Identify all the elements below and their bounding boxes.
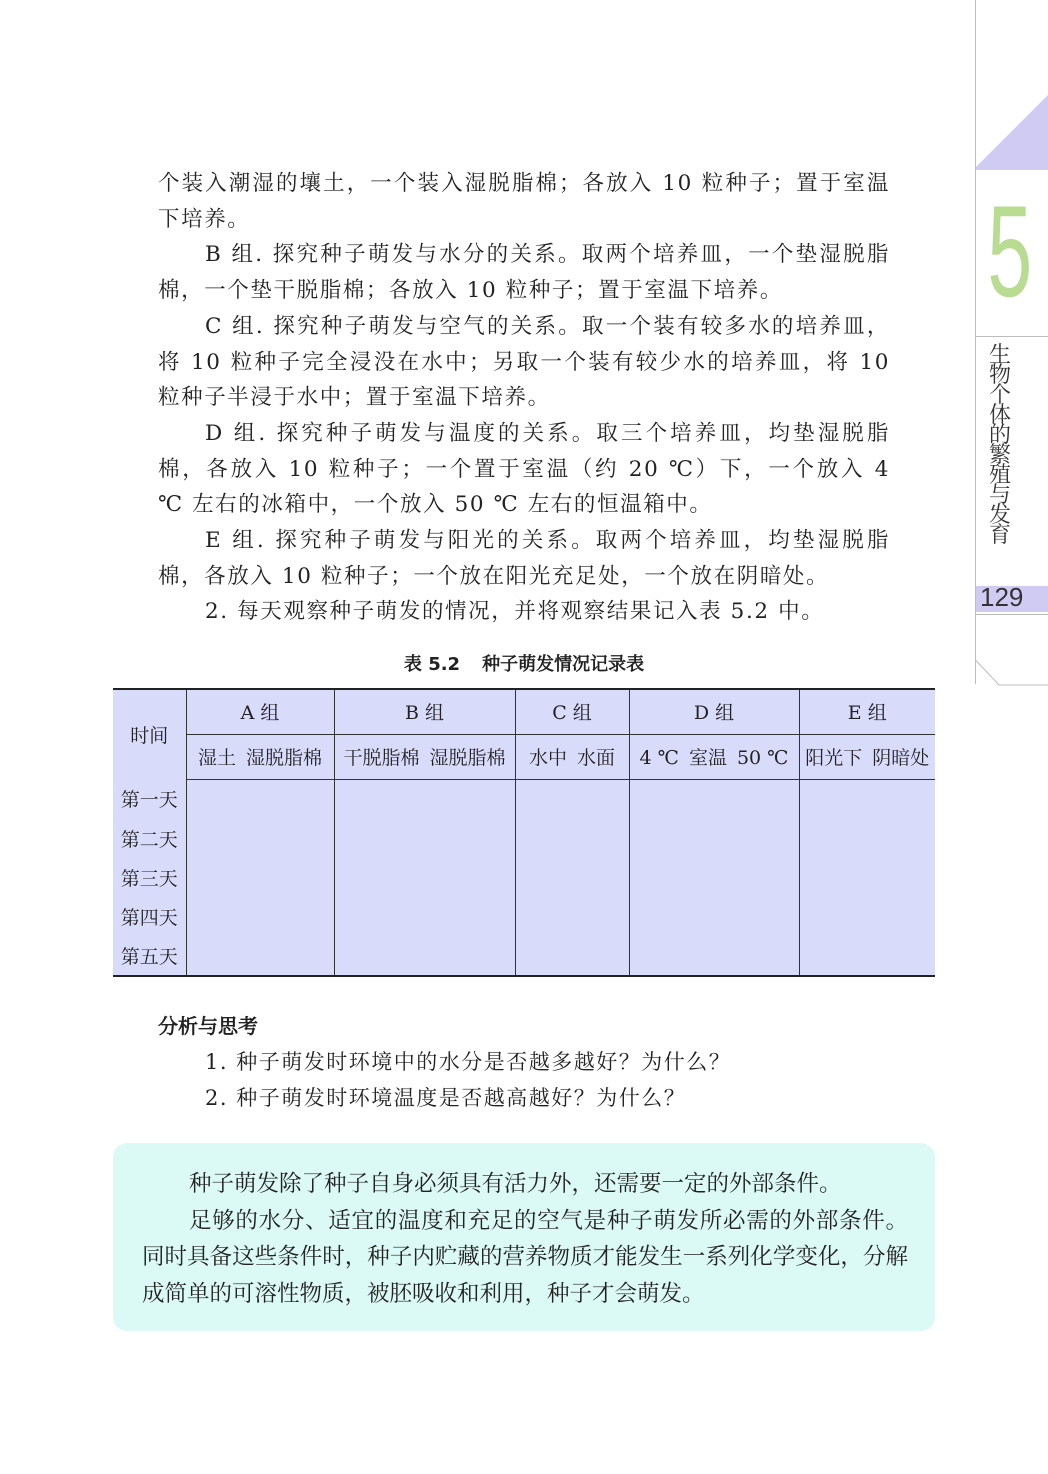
paragraph: 2. 每天观察种子萌发的情况，并将观察结果记入表 5.2 中。 — [205, 599, 825, 625]
empty-cell — [334, 897, 515, 936]
table-header-row — [113, 689, 935, 734]
table-subheader-c — [515, 734, 629, 779]
empty-cell — [515, 858, 629, 897]
empty-cell — [629, 936, 799, 976]
table-row — [113, 936, 935, 976]
table-row — [113, 819, 935, 858]
subheader-label: 干脱脂棉 — [343, 747, 420, 769]
summary-text — [142, 1166, 908, 1312]
subheader-label: 湿土 — [197, 747, 236, 769]
table-subheader-d — [629, 734, 799, 779]
chapter-tab-divider — [976, 614, 1048, 615]
subheader-label: 50 ℃ — [736, 747, 789, 769]
day-label: 第一天 — [113, 779, 186, 819]
empty-cell — [334, 779, 515, 819]
table-header-time: 时间 — [113, 689, 186, 779]
table-row — [113, 897, 935, 936]
analysis-question: 1. 种子萌发时环境中的水分是否越多越好？为什么？ — [205, 1050, 732, 1074]
empty-cell — [799, 858, 935, 897]
table-header-group-d: D 组 — [629, 689, 799, 734]
empty-cell — [515, 936, 629, 976]
table-row — [113, 779, 935, 819]
analysis-question: 2. 种子萌发时环境温度是否越高越好？为什么？ — [205, 1086, 687, 1110]
empty-cell — [799, 897, 935, 936]
empty-cell — [799, 936, 935, 976]
table-caption-title: 种子萌发情况记录表 — [482, 654, 645, 675]
empty-cell — [515, 779, 629, 819]
empty-cell — [515, 897, 629, 936]
summary-paragraph: 种子萌发除了种子自身必须具有活力外，还需要一定的外部条件。 — [189, 1171, 842, 1197]
chapter-number: 5 — [987, 178, 1033, 324]
empty-cell — [186, 936, 334, 976]
table-header-group-a: A 组 — [186, 689, 334, 734]
empty-cell — [186, 897, 334, 936]
table-subheader-a — [186, 734, 334, 779]
subheader-label: 4 ℃ — [639, 747, 679, 769]
table-caption-number: 表 5.2 — [403, 654, 461, 675]
chapter-tab-band — [976, 167, 1048, 170]
empty-cell — [334, 858, 515, 897]
subheader-label: 阳光下 — [805, 747, 863, 769]
day-label: 第四天 — [113, 897, 186, 936]
table-subheader-b — [334, 734, 515, 779]
subheader-label: 室温 — [688, 747, 727, 769]
empty-cell — [629, 819, 799, 858]
table-header-group-b: B 组 — [334, 689, 515, 734]
paragraph: B 组. 探究种子萌发与水分的关系。取两个培养皿，一个垫湿脱脂棉，一个垫干脱脂棉；各放入 10 粒种子；置于室温下培养。 — [158, 242, 890, 304]
chapter-tab-triangle — [976, 95, 1048, 167]
empty-cell — [186, 819, 334, 858]
germination-record-table — [113, 688, 935, 977]
empty-cell — [629, 858, 799, 897]
day-label: 第三天 — [113, 858, 186, 897]
subheader-label: 水面 — [577, 747, 616, 769]
table-subheader-row — [113, 734, 935, 779]
paragraph: D 组. 探究种子萌发与温度的关系。取三个培养皿，均垫湿脱脂棉，各放入 10 粒种子；一个置于室温（约 20 ℃）下，一个放入 4 ℃ 左右的冰箱中，一个放入 50 ℃ 左右的恒温箱中。 — [158, 420, 890, 518]
empty-cell — [186, 858, 334, 897]
procedure-text — [158, 166, 890, 630]
subheader-label: 阴暗处 — [872, 747, 930, 769]
table-row — [113, 858, 935, 897]
empty-cell — [186, 779, 334, 819]
chapter-tab-divider — [976, 336, 1048, 337]
paragraph: 个装入潮湿的壤土，一个装入湿脱脂棉；各放入 10 粒种子；置于室温下培养。 — [158, 171, 890, 232]
table-subheader-e — [799, 734, 935, 779]
paragraph: E 组. 探究种子萌发与阳光的关系。取两个培养皿，均垫湿脱脂棉，各放入 10 粒种子；一个放在阳光充足处，一个放在阴暗处。 — [158, 528, 890, 589]
paragraph: C 组. 探究种子萌发与空气的关系。取一个装有较多水的培养皿，将 10 粒种子完全浸没在水中；另取一个装有较少水的培养皿，将 10 粒种子半浸于水中；置于室温下培养。 — [158, 313, 890, 411]
summary-paragraph: 足够的水分、适宜的温度和充足的空气是种子萌发所必需的外部条件。同时具备这些条件时，种子内贮藏的营养物质才能发生一系列化学变化，分解成简单的可溶性物质，被胚吸收和利用，种子才会萌发。 — [142, 1207, 908, 1307]
chapter-tab-corner — [975, 640, 1048, 686]
subheader-label: 水中 — [528, 747, 567, 769]
chapter-title: 生物个体的繁殖与发育 — [988, 343, 1011, 548]
day-label: 第五天 — [113, 936, 186, 976]
table-caption — [113, 650, 935, 676]
empty-cell — [799, 779, 935, 819]
empty-cell — [629, 779, 799, 819]
empty-cell — [799, 819, 935, 858]
empty-cell — [515, 819, 629, 858]
empty-cell — [334, 936, 515, 976]
empty-cell — [334, 819, 515, 858]
day-label: 第二天 — [113, 819, 186, 858]
subheader-label: 湿脱脂棉 — [429, 747, 506, 769]
analysis-title: 分析与思考 — [158, 1014, 258, 1038]
page-number: 129 — [980, 582, 1024, 612]
empty-cell — [629, 897, 799, 936]
table-header-group-e: E 组 — [799, 689, 935, 734]
table-header-group-c: C 组 — [515, 689, 629, 734]
subheader-label: 湿脱脂棉 — [246, 747, 323, 769]
